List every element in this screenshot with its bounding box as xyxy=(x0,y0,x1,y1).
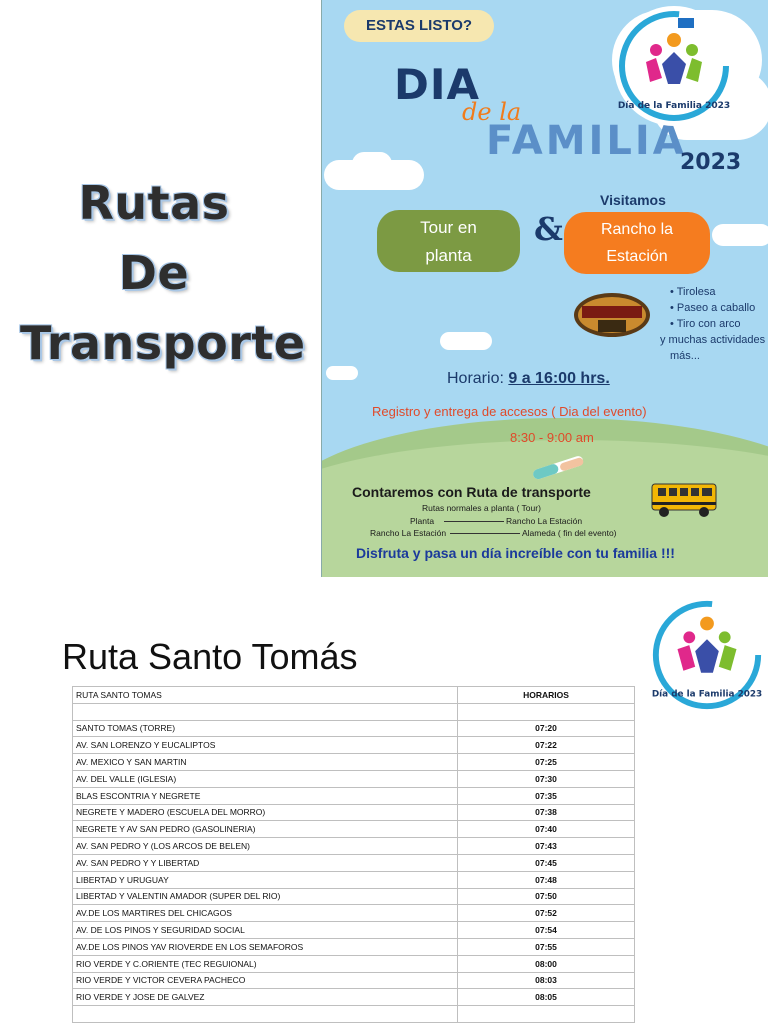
table-row xyxy=(73,922,635,939)
route-1-to: Rancho La Estación xyxy=(506,516,583,526)
table-row xyxy=(73,821,635,838)
school-bus-icon xyxy=(648,478,720,520)
time-cell xyxy=(458,703,635,720)
time-cell: 07:38 xyxy=(458,804,635,821)
table-row xyxy=(73,989,635,1006)
table-row xyxy=(73,787,635,804)
activity-item: • Paseo a caballo xyxy=(670,300,765,316)
activities-more-line-2: más... xyxy=(670,350,700,362)
stop-cell: AV. DE LOS PINOS Y SEGURIDAD SOCIAL xyxy=(73,922,458,939)
dia-heading: DIA xyxy=(394,60,480,109)
time-cell: 07:30 xyxy=(458,770,635,787)
stop-cell: BLAS ESCONTRIA Y NEGRETE xyxy=(73,787,458,804)
column-header-route: RUTA SANTO TOMAS xyxy=(73,687,458,704)
activity-item: • Tiro con arco xyxy=(670,316,765,332)
stop-cell: AV.DE LOS MARTIRES DEL CHICAGOS xyxy=(73,905,458,922)
table-row xyxy=(73,888,635,905)
time-cell: 07:48 xyxy=(458,871,635,888)
activities-more-line-1: y muchas actividades xyxy=(660,334,766,346)
stop-cell: AV. MEXICO Y SAN MARTIN xyxy=(73,754,458,771)
table-row xyxy=(73,770,635,787)
table-row xyxy=(73,972,635,989)
stop-cell: RIO VERDE Y VICTOR CEVERA PACHECO xyxy=(73,972,458,989)
familia-heading: FAMILIA xyxy=(486,118,687,164)
table-row xyxy=(73,720,635,737)
route-1-from: Planta xyxy=(410,516,435,526)
dia-de-la-familia-logo xyxy=(612,4,736,128)
time-cell: 07:22 xyxy=(458,737,635,754)
horario-line xyxy=(447,370,610,388)
table-row xyxy=(73,938,635,955)
year-heading: 2023 xyxy=(680,150,742,175)
stop-cell: AV. SAN PEDRO Y (LOS ARCOS DE BELEN) xyxy=(73,838,458,855)
stop-cell: NEGRETE Y MADERO (ESCUELA DEL MORRO) xyxy=(73,804,458,821)
table-row xyxy=(73,754,635,771)
logo-text: Día de la Familia 2023 xyxy=(651,689,763,700)
time-cell: 07:20 xyxy=(458,720,635,737)
time-cell: 07:43 xyxy=(458,838,635,855)
time-cell: 07:54 xyxy=(458,922,635,939)
time-cell: 08:00 xyxy=(458,955,635,972)
cloud xyxy=(352,152,392,176)
ampersand: & xyxy=(534,210,563,248)
time-cell: 07:25 xyxy=(458,754,635,771)
stop-cell: RIO VERDE Y C.ORIENTE (TEC REGUIONAL) xyxy=(73,955,458,972)
stop-cell: AV.DE LOS PINOS YAV RIOVERDE EN LOS SEMAFOROS xyxy=(73,938,458,955)
stop-cell: NEGRETE Y AV SAN PEDRO (GASOLINERIA) xyxy=(73,821,458,838)
horario-value: 9 a 16:00 hrs. xyxy=(508,370,610,387)
registro-line: Registro y entrega de accesos ( Dia del evento) xyxy=(372,404,647,419)
table-row xyxy=(73,838,635,855)
stop-cell: LIBERTAD Y VALENTIN AMADOR (SUPER DEL RIO) xyxy=(73,888,458,905)
activities-list xyxy=(660,284,765,364)
table-row xyxy=(73,871,635,888)
table-row xyxy=(73,905,635,922)
time-cell: 08:05 xyxy=(458,989,635,1006)
table-header-row xyxy=(73,687,635,704)
stop-cell: AV. DEL VALLE (IGLESIA) xyxy=(73,770,458,787)
cloud xyxy=(440,332,492,350)
horario-label: Horario: xyxy=(447,370,504,387)
registro-time: 8:30 - 9:00 am xyxy=(510,430,594,445)
column-header-horarios: HORARIOS xyxy=(458,687,635,704)
visitamos-label: Visitamos xyxy=(600,192,666,208)
time-cell: 07:52 xyxy=(458,905,635,922)
cloud xyxy=(712,224,768,246)
rancho-la-estacion-logo xyxy=(572,290,652,340)
time-cell: 07:55 xyxy=(458,938,635,955)
route-2-from: Rancho La Estación xyxy=(370,528,447,538)
route-1-arrow xyxy=(444,521,504,522)
estas-listo-badge: ESTAS LISTO? xyxy=(344,10,494,42)
rancho-estacion-badge xyxy=(564,212,710,274)
stop-cell xyxy=(73,703,458,720)
table-row xyxy=(73,955,635,972)
dia-de-la-familia-logo xyxy=(646,594,768,716)
title-line-3: Transporte xyxy=(20,316,306,370)
tour-line-2: planta xyxy=(425,246,472,265)
stop-cell: RIO VERDE Y JOSE DE GALVEZ xyxy=(73,989,458,1006)
time-cell xyxy=(458,1006,635,1023)
table-row xyxy=(73,804,635,821)
logo-text: Día de la Familia 2023 xyxy=(617,101,731,111)
tour-planta-badge xyxy=(377,210,520,272)
rancho-line-2: Estación xyxy=(606,248,668,265)
stop-cell xyxy=(73,1006,458,1023)
stop-cell: LIBERTAD Y URUGUAY xyxy=(73,871,458,888)
stop-cell: AV. SAN PEDRO Y Y LIBERTAD xyxy=(73,854,458,871)
title-line-2: De xyxy=(118,246,190,300)
cloud xyxy=(326,366,358,380)
disfruta-banner: Disfruta y pasa un día increíble con tu familia !!! xyxy=(356,545,675,561)
table-row xyxy=(73,1006,635,1023)
title-line-1: Rutas xyxy=(78,176,230,230)
route-title: Ruta Santo Tomás xyxy=(62,636,358,677)
time-cell: 08:03 xyxy=(458,972,635,989)
time-cell: 07:40 xyxy=(458,821,635,838)
de-la-heading: de la xyxy=(462,98,522,126)
table-row xyxy=(73,854,635,871)
slide-title xyxy=(20,168,306,378)
activity-item: • Tirolesa xyxy=(670,284,765,300)
table-row xyxy=(73,703,635,720)
stop-cell: SANTO TOMAS (TORRE) xyxy=(73,720,458,737)
route-schedule-table xyxy=(72,686,635,1023)
table-row xyxy=(73,737,635,754)
time-cell: 07:50 xyxy=(458,888,635,905)
time-cell: 07:45 xyxy=(458,854,635,871)
rancho-line-1: Rancho la xyxy=(600,221,674,238)
ruta-heading: Contaremos con Ruta de transporte xyxy=(352,484,591,500)
pencil-icon xyxy=(530,452,590,482)
stop-cell: AV. SAN LORENZO Y EUCALIPTOS xyxy=(73,737,458,754)
route-2-to: Alameda ( fin del evento) xyxy=(522,528,617,538)
time-cell: 07:35 xyxy=(458,787,635,804)
tour-line-1: Tour en xyxy=(420,218,477,237)
rutas-normales-label: Rutas normales a planta ( Tour) xyxy=(422,503,541,513)
route-2-arrow xyxy=(450,533,520,534)
